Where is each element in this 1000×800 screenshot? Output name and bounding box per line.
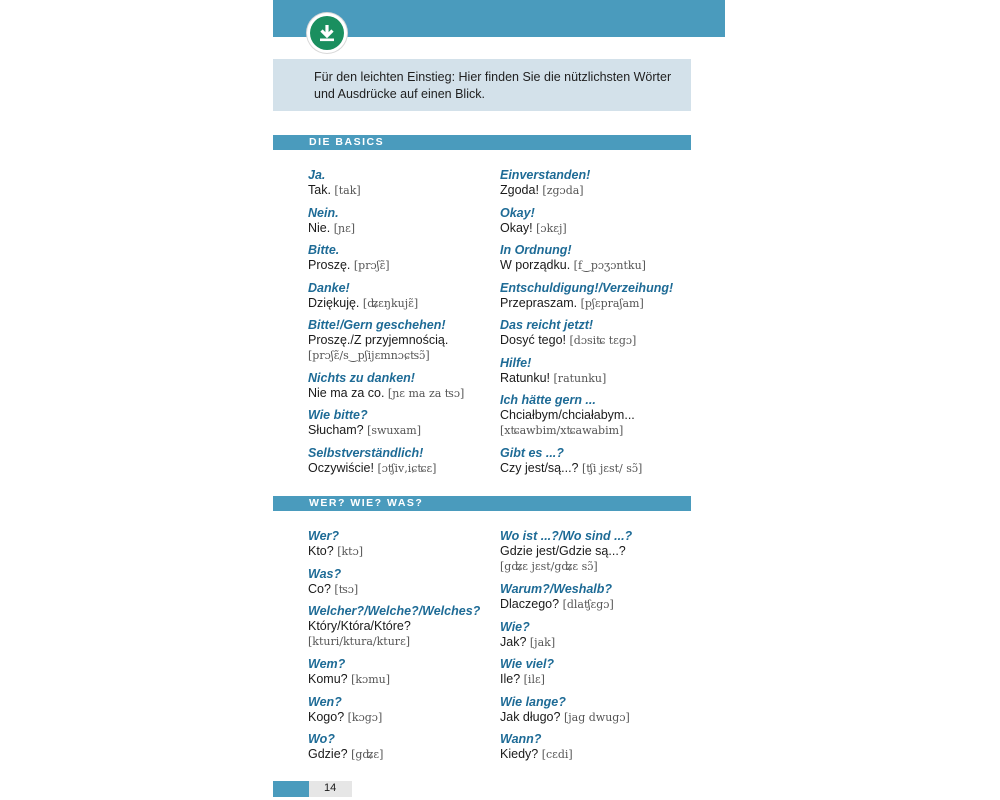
phonetic: [jag dwugɔ] (563, 711, 630, 724)
german-phrase: Warum?/Weshalb? (500, 582, 613, 596)
german-phrase: Bitte. (308, 243, 340, 257)
phonetic: [dlaʧɛgɔ] (562, 598, 614, 611)
phrase-entry (308, 168, 498, 198)
german-phrase: Wie lange? (500, 695, 566, 709)
download-icon (310, 16, 344, 50)
polish-phrase: Okay! [ɔkɛj] (500, 221, 567, 235)
german-phrase: Gibt es ...? (500, 446, 564, 460)
phonetic: [ɲɛ] (333, 222, 356, 235)
polish-phrase: Dziękuję. [ʥɛŋkujɛ̃] (308, 296, 419, 310)
polish-phrase: W porządku. [f‿pɔʒɔntku] (500, 258, 646, 272)
phrase-entry (308, 371, 498, 401)
phonetic: [zgɔda] (542, 184, 584, 197)
german-phrase: In Ordnung! (500, 243, 572, 257)
phonetic: [xʨawbim/xʨawabim] (500, 424, 624, 437)
phonetic: [dɔsiʨ tɛgɔ] (569, 334, 637, 347)
intro-text: Für den leichten Einstieg: Hier finden Sie die nützlichsten Wörter und Ausdrücke auf einen Blick. (314, 70, 672, 101)
page-number-box (309, 781, 352, 797)
phrase-entry (500, 393, 690, 438)
phonetic: [kɔmu] (351, 673, 391, 686)
phonetic: [ktɔ] (337, 545, 364, 558)
phonetic: [kɔgɔ] (347, 711, 383, 724)
phrase-entry (500, 206, 690, 236)
german-phrase: Ja. (308, 168, 326, 182)
phonetic: [f‿pɔʒɔntku] (573, 259, 646, 272)
phonetic: [ʦɔ] (334, 583, 359, 596)
section-title: WER? WIE? WAS? (309, 497, 424, 509)
polish-phrase: Czy jest/są...? [ʧi jɛst/ sɔ̃] (500, 461, 643, 475)
polish-phrase: Kogo? [kɔgɔ] (308, 710, 383, 724)
german-phrase: Wie bitte? (308, 408, 368, 422)
german-phrase: Nichts zu danken! (308, 371, 415, 385)
phonetic: [jak] (529, 636, 556, 649)
download-badge (307, 13, 347, 53)
phrase-entry (308, 408, 498, 438)
phonetic: [swuxam] (367, 424, 421, 437)
phonetic: [prɔʃɛ̃/s‿pʃijɛmnɔɕʦɔ̃] (308, 349, 430, 362)
german-phrase: Bitte!/Gern geschehen! (308, 318, 446, 332)
phrase-entry (500, 281, 690, 311)
phonetic: [ʧi jɛst/ sɔ̃] (581, 462, 643, 475)
polish-phrase: Tak. [tak] (308, 183, 361, 197)
german-phrase: Wo? (308, 732, 335, 746)
german-phrase: Wo ist ...?/Wo sind ...? (500, 529, 633, 543)
phonetic: [cɛdi] (541, 748, 573, 761)
phonetic: [kturi/ktura/kturɛ] (308, 635, 411, 648)
phonetic: [tak] (334, 184, 361, 197)
phonetic: [gʥɛ jɛst/gʥɛ sɔ̃] (500, 560, 598, 573)
polish-phrase: Jak? [jak] (500, 635, 556, 649)
german-phrase: Wem? (308, 657, 346, 671)
phrase-entry (500, 582, 690, 612)
polish-phrase: Gdzie jest/Gdzie są...? (500, 544, 626, 558)
section-header-questions (273, 496, 691, 511)
phonetic: [prɔʃɛ̃] (353, 259, 390, 272)
section-title: DIE BASICS (309, 136, 385, 148)
phonetic: [ilɛ] (523, 673, 545, 686)
phrase-entry (308, 567, 498, 597)
german-phrase: Einverstanden! (500, 168, 591, 182)
german-phrase: Ich hätte gern ... (500, 393, 596, 407)
polish-phrase: Komu? [kɔmu] (308, 672, 391, 686)
footer-accent-bar (273, 781, 309, 797)
german-phrase: Welcher?/Welche?/Welches? (308, 604, 481, 618)
german-phrase: Wer? (308, 529, 340, 543)
polish-phrase: Proszę. [prɔʃɛ̃] (308, 258, 390, 272)
phrase-entry (308, 695, 498, 725)
polish-phrase: Nie. [ɲɛ] (308, 221, 356, 235)
german-phrase: Wen? (308, 695, 342, 709)
phonetic: [ɔʧiv‚iɕʨɛ] (377, 462, 437, 475)
polish-phrase: Gdzie? [gʥɛ] (308, 747, 384, 761)
phrase-entry (308, 657, 498, 687)
polish-phrase: Dosyć tego! [dɔsiʨ tɛgɔ] (500, 333, 637, 347)
polish-phrase: Kiedy? [cɛdi] (500, 747, 573, 761)
phrase-entry (500, 243, 690, 273)
phrase-entry (500, 657, 690, 687)
polish-phrase: Ile? [ilɛ] (500, 672, 545, 686)
polish-phrase: Kto? [ktɔ] (308, 544, 364, 558)
german-phrase: Entschuldigung!/Verzeihung! (500, 281, 674, 295)
german-phrase: Was? (308, 567, 342, 581)
german-phrase: Wann? (500, 732, 542, 746)
phrase-entry (308, 243, 498, 273)
phrase-entry (308, 281, 498, 311)
phrase-entry (500, 168, 690, 198)
phrase-entry (500, 529, 690, 574)
polish-phrase: Dlaczego? [dlaʧɛgɔ] (500, 597, 614, 611)
polish-phrase: Przepraszam. [pʃɛpraʃam] (500, 296, 644, 310)
phonetic: [gʥɛ] (351, 748, 384, 761)
phonetic: [ɲɛ ma za ʦɔ] (387, 387, 465, 400)
phrase-entry (308, 318, 498, 363)
german-phrase: Wie? (500, 620, 530, 634)
phrase-entry (308, 529, 498, 559)
polish-phrase: Oczywiście! [ɔʧiv‚iɕʨɛ] (308, 461, 437, 475)
phrase-entry (308, 604, 498, 649)
polish-phrase: Jak długo? [jag dwugɔ] (500, 710, 630, 724)
german-phrase: Hilfe! (500, 356, 532, 370)
german-phrase: Wie viel? (500, 657, 555, 671)
phrase-entry (500, 732, 690, 762)
page-number: 14 (324, 782, 337, 794)
german-phrase: Okay! (500, 206, 535, 220)
phrase-entry (308, 446, 498, 476)
phrase-entry (500, 446, 690, 476)
polish-phrase: Ratunku! [ratunku] (500, 371, 607, 385)
phonetic: [ɔkɛj] (536, 222, 567, 235)
phrase-entry (308, 732, 498, 762)
intro-box (273, 59, 691, 111)
german-phrase: Das reicht jetzt! (500, 318, 594, 332)
phrase-entry (500, 356, 690, 386)
polish-phrase: Co? [ʦɔ] (308, 582, 359, 596)
polish-phrase: Chciałbym/chciałabym... (500, 408, 635, 422)
phonetic: [pʃɛpraʃam] (580, 297, 644, 310)
german-phrase: Danke! (308, 281, 350, 295)
phonetic: [ratunku] (553, 372, 607, 385)
phrase-entry (500, 318, 690, 348)
polish-phrase: Który/Która/Które? (308, 619, 411, 633)
phonetic: [ʥɛŋkujɛ̃] (362, 297, 419, 310)
phrase-entry (308, 206, 498, 236)
german-phrase: Selbstverständlich! (308, 446, 424, 460)
section-header-basics (273, 135, 691, 150)
polish-phrase: Słucham? [swuxam] (308, 423, 421, 437)
polish-phrase: Proszę./Z przyjemnością. (308, 333, 449, 347)
phrase-entry (500, 620, 690, 650)
german-phrase: Nein. (308, 206, 339, 220)
polish-phrase: Zgoda! [zgɔda] (500, 183, 584, 197)
phrase-entry (500, 695, 690, 725)
polish-phrase: Nie ma za co. [ɲɛ ma za ʦɔ] (308, 386, 465, 400)
